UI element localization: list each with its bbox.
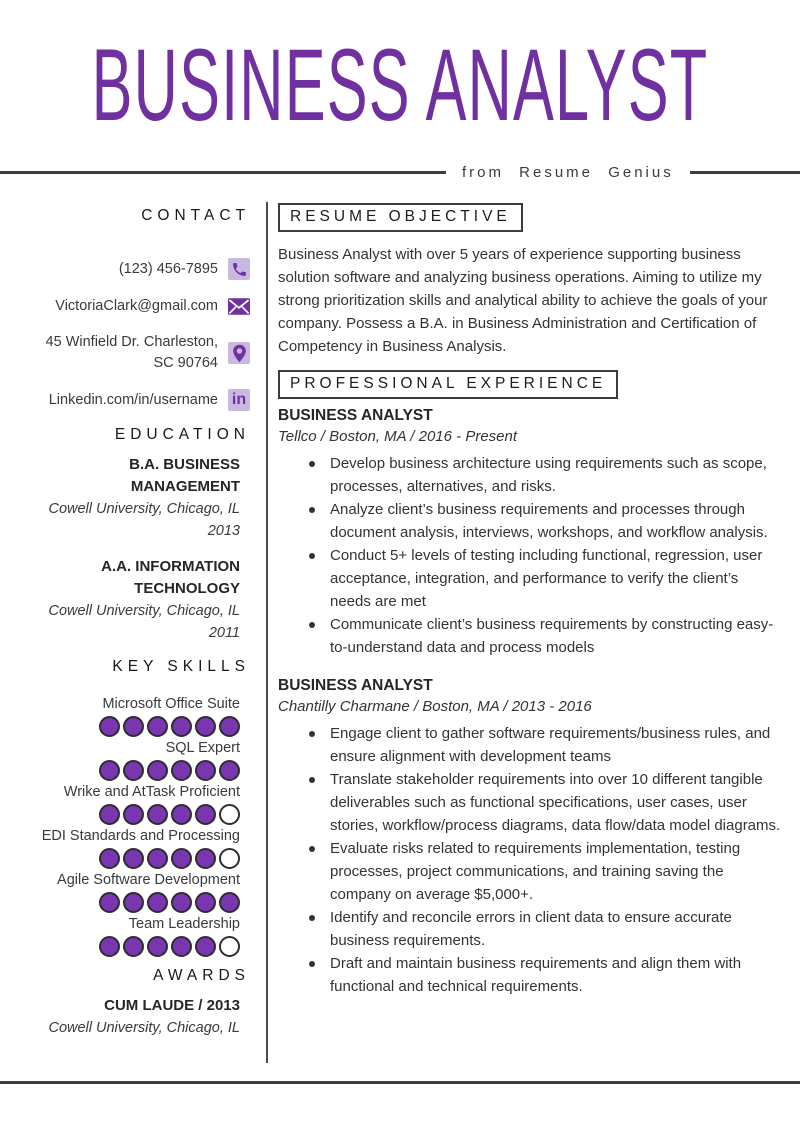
contact-item-text: 45 Winfield Dr. Charleston, SC 90764 (45, 334, 218, 371)
education-entry (0, 454, 240, 542)
skill-item (0, 916, 240, 957)
skill-dot-empty (219, 848, 240, 869)
skill-dot-filled (219, 760, 240, 781)
skill-dot-filled (123, 848, 144, 869)
skill-item (0, 740, 240, 781)
contact-heading: CONTACT (141, 207, 250, 224)
job-bullet: Develop business architecture using requirements such as scope, processes, alternatives, and risks. (278, 452, 790, 498)
skill-dot-filled (99, 804, 120, 825)
objective-text: Business Analyst with over 5 years of experience supporting business solution software and analyzing business operations. Aiming to utilize my strong prioritization skills and analytical ability to achieve the goals of your company. Possess a B.A. in Business Administration and Certification of Competency in Business Analysis. (278, 246, 768, 355)
column-divider (266, 202, 268, 1063)
contact-item (0, 258, 250, 280)
contact-list (0, 258, 250, 411)
contact-item-text: (123) 456-7895 (118, 260, 218, 277)
skill-rating (0, 804, 240, 825)
skill-rating (0, 760, 240, 781)
skill-rating (0, 716, 240, 737)
contact-item-text: Linkedin.com/in/username (48, 391, 218, 408)
skill-item (0, 696, 240, 737)
job-entry (278, 675, 790, 998)
tagline (0, 160, 800, 184)
skill-dot-filled (171, 716, 192, 737)
skill-item (0, 872, 240, 913)
skill-dot-filled (147, 760, 168, 781)
award-title: CUM LAUDE / 2013 (104, 997, 240, 1014)
award-school: Cowell University, Chicago, IL (48, 1020, 240, 1036)
phone-icon (228, 258, 250, 280)
skill-dot-filled (195, 760, 216, 781)
skill-dot-filled (123, 804, 144, 825)
awards-list (0, 995, 250, 1039)
job-entry (278, 405, 790, 659)
skill-rating (0, 848, 240, 869)
key-skills-heading: KEY SKILLS (112, 658, 250, 675)
contact-item-text: VictoriaClark@gmail.com (55, 297, 218, 314)
skill-dot-empty (219, 804, 240, 825)
professional-experience-heading: PROFESSIONAL EXPERIENCE (278, 370, 618, 399)
skill-dot-filled (123, 760, 144, 781)
skill-dot-filled (219, 892, 240, 913)
linkedin-icon-glyph: in (231, 391, 247, 408)
job-bullet: Translate stakeholder requirements into over 10 different tangible deliverables such as functional specifications, user cases, user stories, workflow/process diagrams, data flow/data model diagrams. (278, 768, 790, 837)
bottom-rule (0, 1081, 800, 1084)
skill-name: Agile Software Development (57, 872, 240, 888)
skill-name: EDI Standards and Processing (41, 828, 240, 844)
contact-item (0, 389, 250, 411)
awards-heading: AWARDS (153, 967, 250, 984)
skill-dot-filled (195, 804, 216, 825)
skill-dot-filled (123, 892, 144, 913)
resume-objective-heading: RESUME OBJECTIVE (278, 203, 523, 232)
skill-rating (0, 892, 240, 913)
education-heading: EDUCATION (114, 426, 250, 443)
linkedin-icon (228, 389, 250, 411)
email-icon (228, 295, 250, 317)
skill-dot-filled (99, 848, 120, 869)
job-bullet: Conduct 5+ levels of testing including functional, regression, user acceptance, integration, and performance to verify the client’s needs are met (278, 544, 790, 613)
jobs-list (278, 405, 790, 998)
skill-dot-filled (99, 936, 120, 957)
job-bullets (278, 452, 790, 659)
skill-dot-filled (147, 716, 168, 737)
skill-name: Microsoft Office Suite (102, 696, 240, 712)
skill-dot-filled (195, 848, 216, 869)
education-list (0, 454, 250, 644)
skill-dot-filled (147, 848, 168, 869)
job-title: BUSINESS ANALYST (278, 677, 433, 694)
award-entry (0, 995, 240, 1039)
skill-dot-filled (171, 848, 192, 869)
skill-dot-filled (147, 804, 168, 825)
job-bullet: Draft and maintain business requirements and align them with functional and technical requirements. (278, 952, 790, 998)
skill-dot-filled (99, 760, 120, 781)
job-bullet: Evaluate risks related to requirements implementation, testing processes, project communications, and training saving the company on average $5,000+. (278, 837, 790, 906)
sidebar (0, 202, 250, 1039)
skill-dot-filled (147, 892, 168, 913)
skill-name: Wrike and AtTask Proficient (63, 784, 240, 800)
skill-item (0, 784, 240, 825)
education-section (0, 426, 250, 644)
education-entry (0, 556, 240, 644)
skills-list (0, 696, 250, 957)
skill-dot-filled (147, 936, 168, 957)
awards-section (0, 967, 250, 1039)
job-meta: Tellco / Boston, MA / 2016 - Present (278, 428, 518, 445)
skill-dot-filled (99, 716, 120, 737)
page-title: BUSINESS ANALYST (91, 27, 709, 142)
education-degree: B.A. BUSINESS MANAGEMENT (129, 456, 240, 495)
job-bullet: Engage client to gather software requirements/business rules, and ensure alignment with development teams (278, 722, 790, 768)
skill-dot-filled (171, 892, 192, 913)
job-bullet: Identify and reconcile errors in client data to ensure accurate business requirements. (278, 906, 790, 952)
job-bullets (278, 722, 790, 998)
skill-dot-filled (219, 716, 240, 737)
skill-rating (0, 936, 240, 957)
skill-dot-filled (195, 936, 216, 957)
contact-item (0, 332, 250, 374)
skill-name: Team Leadership (128, 916, 240, 932)
education-year: 2013 (207, 523, 240, 539)
skill-item (0, 828, 240, 869)
location-icon (228, 342, 250, 364)
education-degree: A.A. INFORMATION TECHNOLOGY (101, 558, 240, 597)
job-meta: Chantilly Charmane / Boston, MA / 2013 - 2016 (278, 698, 592, 715)
skill-name: SQL Expert (165, 740, 240, 756)
skill-dot-filled (171, 936, 192, 957)
skill-dot-filled (99, 892, 120, 913)
job-bullet: Analyze client’s business requirements and processes through document analysis, interviews, workshops, and workflow analysis. (278, 498, 790, 544)
education-year: 2011 (208, 625, 240, 641)
skill-dot-filled (123, 936, 144, 957)
skill-dot-filled (171, 760, 192, 781)
key-skills-section (0, 658, 250, 957)
tagline-rule-right (690, 171, 800, 174)
main-column (278, 203, 790, 998)
contact-item (0, 295, 250, 317)
job-title: BUSINESS ANALYST (278, 407, 433, 424)
skill-dot-filled (171, 804, 192, 825)
job-bullet: Communicate client’s business requirements by constructing easy- to-understand data and process models (278, 613, 790, 659)
education-school: Cowell University, Chicago, IL (48, 603, 240, 619)
skill-dot-filled (195, 892, 216, 913)
tagline-rule-left (0, 171, 446, 174)
contact-section (0, 207, 250, 411)
skill-dot-empty (219, 936, 240, 957)
skill-dot-filled (195, 716, 216, 737)
skill-dot-filled (123, 716, 144, 737)
tagline-text: from Resume Genius (462, 163, 674, 181)
education-school: Cowell University, Chicago, IL (48, 501, 240, 517)
